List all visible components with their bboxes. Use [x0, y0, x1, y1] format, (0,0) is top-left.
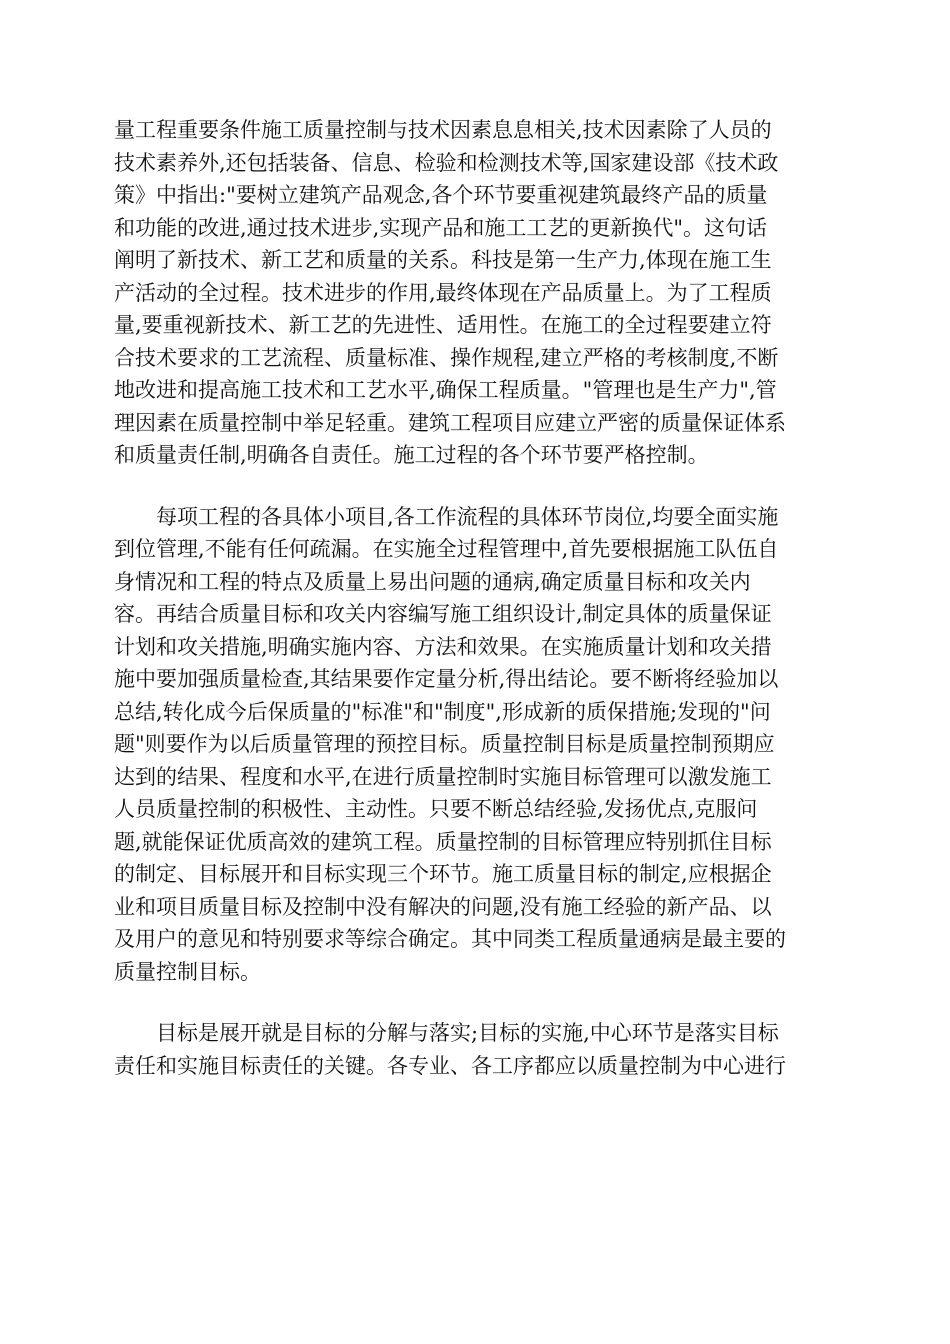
text-line: 身情况和工程的特点及质量上易出问题的通病,确定质量目标和攻关内: [114, 569, 751, 594]
text-line: 产活动的全过程。技术进步的作用,最终体现在产品质量上。为了工程质: [114, 280, 772, 305]
text-line: 和功能的改进,通过技术进步,实现产品和施工工艺的更新换代"。这句话: [114, 215, 768, 240]
text-line: 合技术要求的工艺流程、质量标准、操作规程,建立严格的考核制度,不断: [114, 345, 779, 370]
text-line: 计划和攻关措施,明确实施内容、方法和效果。在实施质量计划和攻关措: [114, 634, 772, 659]
text-line: 量,要重视新技术、新工艺的先进性、适用性。在施工的全过程要建立符: [114, 313, 772, 337]
text-line: 责任和实施目标责任的关键。各专业、各工序都应以质量控制为中心进行: [114, 1053, 786, 1078]
text-line: 达到的结果、程度和水平,在进行质量控制时实施目标管理可以激发施工: [114, 764, 772, 789]
text-line: 业和项目质量目标及控制中没有解决的问题,没有施工经验的新产品、以: [114, 894, 772, 919]
paragraph-1: [114, 114, 836, 472]
text-line: 的制定、目标展开和目标实现三个环节。施工质量目标的制定,应根据企: [114, 862, 772, 886]
paragraph-2: [114, 501, 836, 989]
text-line-indented: 目标是展开就是目标的分解与落实;目标的实施,中心环节是落实目标: [156, 1021, 779, 1045]
text-line: 施中要加强质量检查,其结果要作定量分析,得出结论。要不断将经验加以: [114, 667, 779, 691]
document-body: [114, 114, 836, 1082]
text-line: 策》中指出:"要树立建筑产品观念,各个环节要重视建筑最终产品的质量: [114, 183, 768, 207]
text-line: 量工程重要条件施工质量控制与技术因素息息相关,技术因素除了人员的: [114, 118, 772, 142]
text-line-indented: 每项工程的各具体小项目,各工作流程的具体环节岗位,均要全面实施: [156, 504, 779, 529]
text-line: 容。再结合质量目标和攻关内容编写施工组织设计,制定具体的质量保证: [114, 602, 772, 626]
text-line: 题,就能保证优质高效的建筑工程。质量控制的目标管理应特别抓住目标: [114, 829, 772, 854]
text-line: 题"则要作为以后质量管理的预控目标。质量控制目标是质量控制预期应: [114, 732, 775, 756]
text-line: 理因素在质量控制中举足轻重。建筑工程项目应建立严密的质量保证体系: [114, 410, 786, 435]
text-line: 和质量责任制,明确各自责任。施工过程的各个环节要严格控制。: [114, 443, 709, 467]
text-line: 及用户的意见和特别要求等综合确定。其中同类工程质量通病是最主要的: [114, 927, 786, 951]
text-line: 总结,转化成今后保质量的"标准"和"制度",形成新的质保措施;发现的"问: [114, 699, 771, 724]
text-line: 人员质量控制的积极性、主动性。只要不断总结经验,发扬优点,克服问: [114, 797, 758, 821]
text-line: 地改进和提高施工技术和工艺水平,确保工程质量。"管理也是生产力",管: [114, 378, 777, 402]
text-line: 技术素养外,还包括装备、信息、检验和检测技术等,国家建设部《技术政: [114, 150, 779, 175]
paragraph-3: [114, 1017, 836, 1082]
text-line: 到位管理,不能有任何疏漏。在实施全过程管理中,首先要根据施工队伍自: [114, 537, 779, 561]
text-line: 质量控制目标。: [114, 959, 261, 984]
text-line: 阐明了新技术、新工艺和质量的关系。科技是第一生产力,体现在施工生: [114, 248, 772, 272]
